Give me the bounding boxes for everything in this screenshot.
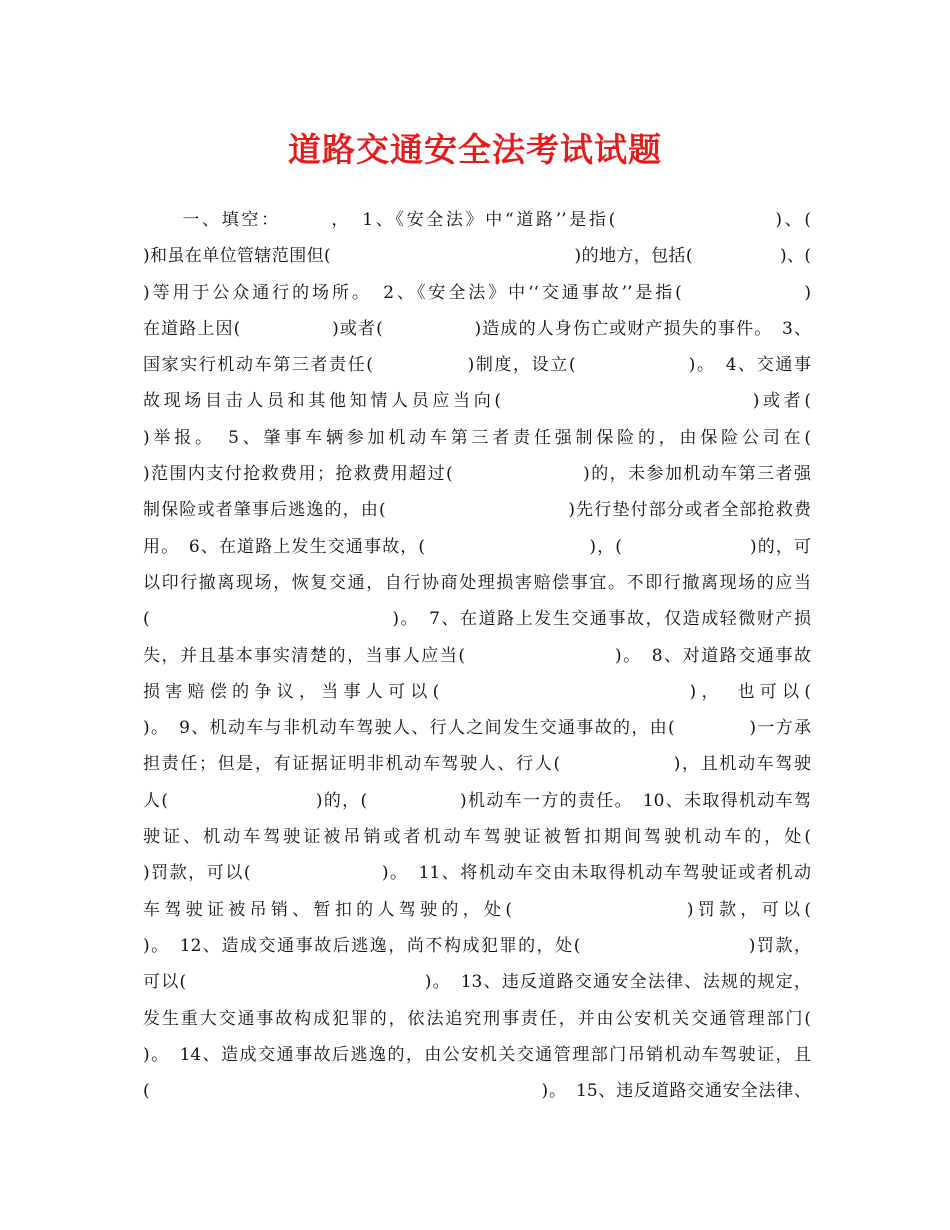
text-line-17: 人( )的，( )机动车一方的责任。 10、未取得机动车驾 xyxy=(143,790,811,811)
text-line-15: )。 9、机动车与非机动车驾驶人、行人之间发生交通事故的，由( )一方承 xyxy=(143,718,811,739)
text-line-7: )举报。 5、肇事车辆参加机动车第三者责任强制保险的，由保险公司在( xyxy=(143,427,811,448)
text-line-3: )等用于公众通行的场所。 2、《安全法》中‘‘交通事故’’是指( ) xyxy=(143,282,811,303)
page-title: 道路交通安全法考试试题 xyxy=(288,130,662,169)
exam-body xyxy=(143,205,811,1112)
text-line-21: )。 12、造成交通事故后逃逸，尚不构成犯罪的，处( )罚款， xyxy=(143,935,811,956)
text-line-24: )。 14、造成交通事故后逃逸的，由公安机关交通管理部门吊销机动车驾驶证，且 xyxy=(143,1044,811,1065)
text-line-25: ( )。 15、违反道路交通安全法律、 xyxy=(143,1081,811,1102)
text-line-12: ( )。 7、在道路上发生交通事故，仅造成轻微财产损 xyxy=(143,609,811,630)
text-line-6: 故现场目击人员和其他知情人员应当向( )或者( xyxy=(143,391,811,412)
text-line-9: 制保险或者肇事后逃逸的，由( )先行垫付部分或者全部抢救费 xyxy=(143,500,811,521)
text-line-14: 损害赔偿的争议，当事人可以( )， 也可以( xyxy=(143,681,811,702)
text-line-11: 以印行撤离现场，恢复交通，自行协商处理损害赔偿事宜。不即行撤离现场的应当 xyxy=(143,572,811,593)
text-line-13: 失，并且基本事实清楚的，当事人应当( )。 8、对道路交通事故 xyxy=(143,645,811,666)
text-line-18: 驶证、机动车驾驶证被吊销或者机动车驾驶证被暂扣期间驾驶机动车的，处( xyxy=(143,827,811,848)
text-line-20: 车驾驶证被吊销、暂扣的人驾驶的，处( )罚款，可以( xyxy=(143,899,811,920)
text-line-5: 国家实行机动车第三者责任( )制度，设立( )。 4、交通事 xyxy=(143,355,811,376)
text-line-22: 可以( )。 13、违反道路交通安全法律、法规的规定， xyxy=(143,972,811,993)
text-line-19: )罚款，可以( )。 11、将机动车交由未取得机动车驾驶证或者机动 xyxy=(143,863,811,884)
text-line-23: 发生重大交通事故构成犯罪的，依法追究刑事责任，并由公安机关交通管理部门( xyxy=(143,1008,811,1029)
text-line-2: )和虽在单位管辖范围但( )的地方，包括( )、( xyxy=(143,246,811,267)
text-line-10: 用。 6、在道路上发生交通事故，( )，( )的，可 xyxy=(143,536,811,557)
text-line-8: )范围内支付抢救费用；抢救费用超过( )的，未参加机动车第三者强 xyxy=(143,464,811,485)
text-line-16: 担责任；但是，有证据证明非机动车驾驶人、行人( )，且机动车驾驶 xyxy=(143,754,811,775)
text-line-1: 一、填空： ， 1、《安全法》中“道路’’是指( )、( xyxy=(143,210,811,230)
text-line-4: 在道路上因( )或者( )造成的人身伤亡或财产损失的事件。 3、 xyxy=(143,318,811,339)
